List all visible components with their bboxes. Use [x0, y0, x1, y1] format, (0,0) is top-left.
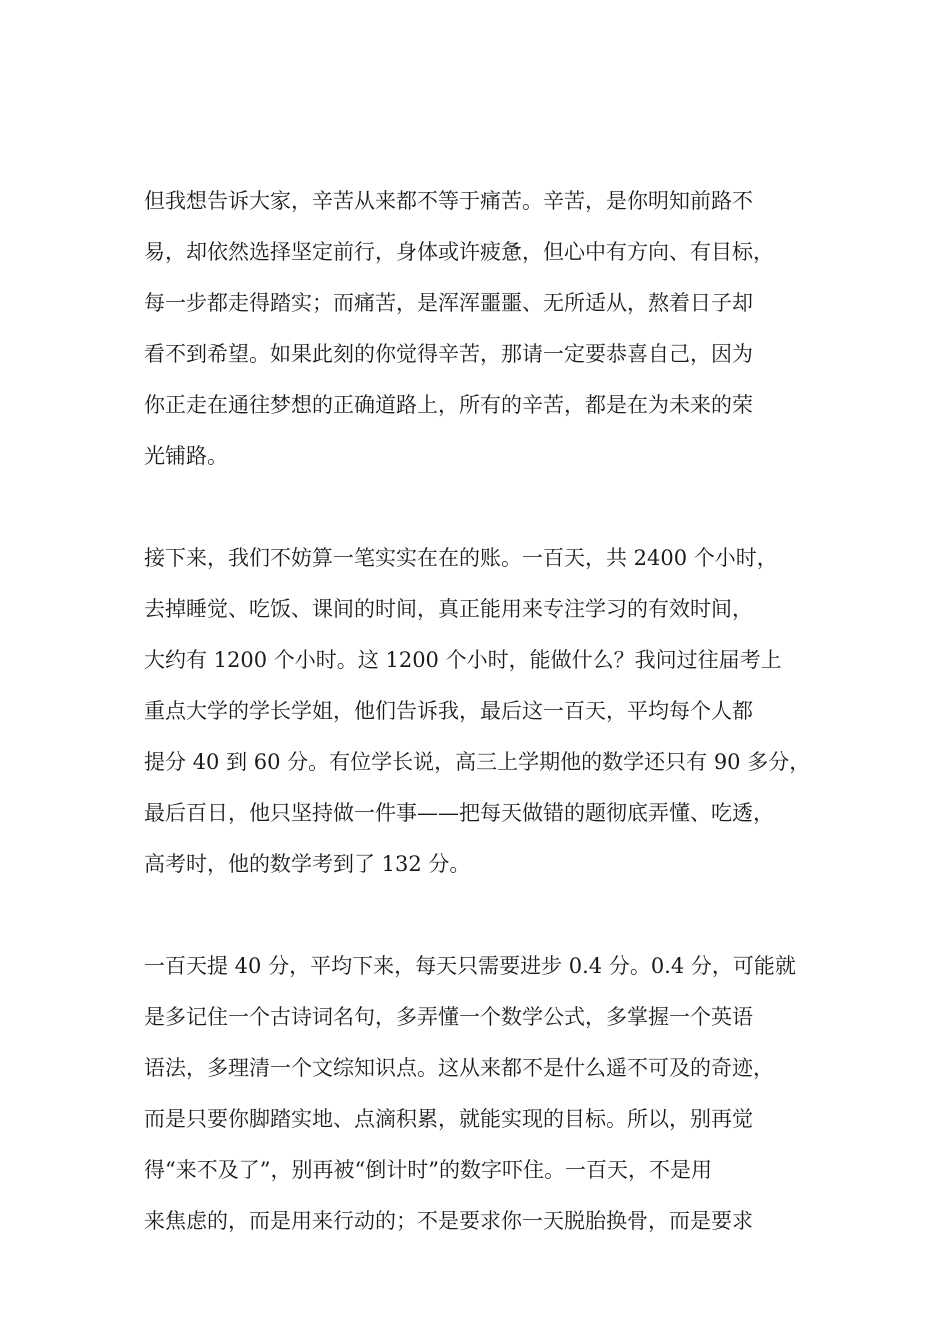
text-line: 得“来不及了”，别再被“倒计时”的数字吓住。一百天，不是用 [144, 1158, 712, 1182]
text-line: 一百天提 40 分，平均下来，每天只需要进步 0.4 分。0.4 分，可能就 [144, 954, 796, 978]
text-line: 每一步都走得踏实；而痛苦，是浑浑噩噩、无所适从，熬着日子却 [144, 291, 753, 315]
text-line: 光铺路。 [144, 444, 228, 468]
text-line: 提分 40 到 60 分。有位学长说，高三上学期他的数学还只有 90 多分， [144, 750, 811, 774]
text-line: 而是只要你脚踏实地、点滴积累，就能实现的目标。所以，别再觉 [144, 1107, 753, 1131]
text-line: 易，却依然选择坚定前行，身体或许疲惫，但心中有方向、有目标， [144, 240, 774, 264]
text-line: 重点大学的学长学姐，他们告诉我，最后这一百天，平均每个人都 [144, 699, 753, 723]
document-body [144, 176, 834, 1298]
text-line: 大约有 1200 个小时。这 1200 个小时，能做什么？我问过往届考上 [144, 648, 782, 672]
text-line: 去掉睡觉、吃饭、课间的时间，真正能用来专注学习的有效时间， [144, 597, 753, 621]
text-line: 语法，多理清一个文综知识点。这从来都不是什么遥不可及的奇迹， [144, 1056, 774, 1080]
text-line: 是多记住一个古诗词名句，多弄懂一个数学公式，多掌握一个英语 [144, 1005, 753, 1029]
text-line: 看不到希望。如果此刻的你觉得辛苦，那请一定要恭喜自己，因为 [144, 342, 753, 366]
text-line: 但我想告诉大家，辛苦从来都不等于痛苦。辛苦，是你明知前路不 [144, 189, 753, 213]
text-line: 高考时，他的数学考到了 132 分。 [144, 852, 471, 876]
text-line: 接下来，我们不妨算一笔实实在在的账。一百天，共 2400 个小时， [144, 546, 778, 570]
paragraph-3 [144, 941, 834, 1247]
paragraph-2 [144, 533, 834, 890]
text-line: 来焦虑的，而是用来行动的；不是要求你一天脱胎换骨，而是要求 [144, 1209, 753, 1233]
paragraph-1 [144, 176, 834, 482]
text-line: 你正走在通往梦想的正确道路上，所有的辛苦，都是在为未来的荣 [144, 393, 753, 417]
text-line: 最后百日，他只坚持做一件事——把每天做错的题彻底弄懂、吃透， [144, 801, 774, 825]
